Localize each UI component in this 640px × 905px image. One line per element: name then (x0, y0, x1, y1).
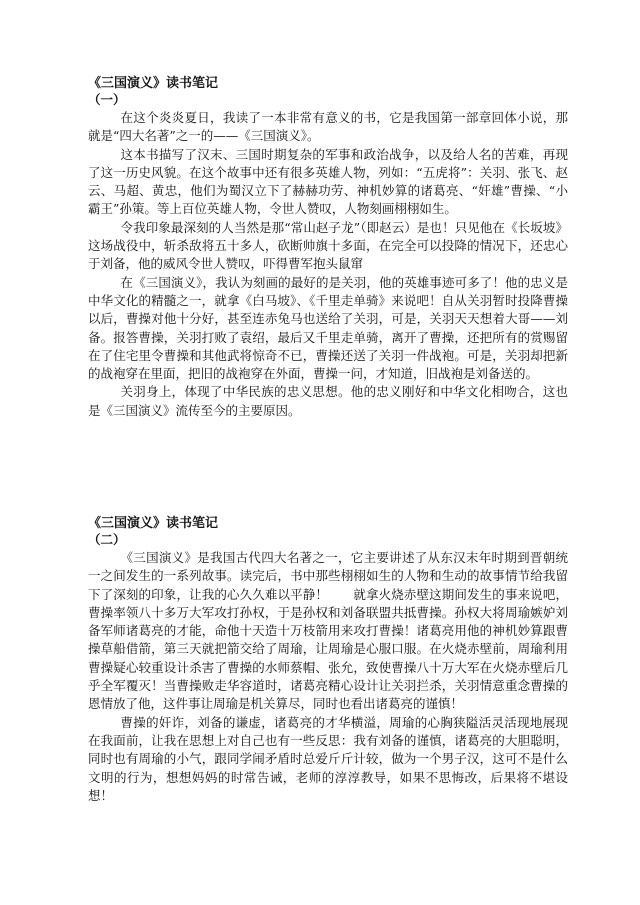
paragraph: 在《三国演义》，我认为刻画的最好的是关羽，他的英雄事迹可多了！他的忠义是中华文化的精髓之一，就拿《白马坡》、《千里走单骑》来说吧！自从关羽暂时投降曹操以后，曹操对他十分好，甚至连赤兔马也送给了关羽，可是，关羽天天想着大哥——刘备。报答曹操，关羽打败了袁绍，最后又千里走单骑，离开了曹操，还把所有的赏赐留在了住宅里令曹操和其他武将惊奇不已，曹操还送了关羽一件战袍。可是，关羽却把新的战袍穿在里面，把旧的战袍穿在外面，曹操一问，才知道，旧战袍是刘备送的。 (88, 274, 568, 382)
paragraph: 《三国演义》是我国古代四大名著之一，它主要讲述了从东汉末年时期到晋朝统一之间发生的一系列故事。读完后，书中那些栩栩如生的人物和生动的故事情节给我留下了深刻的印象，让我的心久久难以平静！ 就拿火烧赤壁这期间发生的事来说吧，曹操率领八十多万大军攻打孙权，于是孙权和刘备联盟共抵曹操。孙权大将周瑜嫉妒刘备军师诸葛亮的才能，命他十天造十万枝箭用来攻打曹操！诸葛亮用他的神机妙算跟曹操草船借箭，第三天就把箭交给了周瑜，让周瑜是心服口服。在火烧赤壁前，周瑜利用曹操疑心较重设计杀害了曹操的水师蔡帽、张允，致使曹操八十万大军在火烧赤壁后几乎全军覆灭！当曹操败走华容道时，诸葛亮精心设计让关羽拦杀，关羽情意重念曹操的恩情放了他，这件事让周瑜是机关算尽，同时也看出诸葛亮的谨慎！ (88, 550, 568, 712)
note-title: 《三国演义》读书笔记 (88, 76, 219, 91)
reading-note-1 (88, 76, 568, 420)
paragraph: 曹操的奸诈，刘备的谦虚，诸葛亮的才华横溢，周瑜的心胸狭隘活灵活现地展现在我面前，让我在思想上对自己也有一些反思：我有刘备的谨慎，诸葛亮的大胆聪明，同时也有周瑜的小气，跟同学闹矛盾时总爱斤斤计较，做为一个男子汉，这可不是什么文明的行为，想想妈妈的时常告诫，老师的淳淳教导，如果不思悔改，后果将不堪设想！ (88, 714, 568, 803)
paragraph: 在这个炎炎夏日，我读了一本非常有意义的书，它是我国第一部章回体小说，那就是“四大名著”之一的——《三国演义》。 (88, 110, 568, 144)
note-body (88, 109, 568, 420)
paragraph: 令我印象最深刻的人当然是那“常山赵子龙”（即赵云）是也！只见他在《长坂坡》这场战役中，斩杀敌将五十多人，砍断帅旗十多面，在完全可以投降的情况下，还忠心于刘备，他的威风令世人赞叹，吓得曹军抱头鼠窜 (88, 219, 568, 272)
note-subtitle: （一） (88, 92, 126, 107)
reading-note-2 (88, 516, 568, 805)
paragraph: 这本书描写了汉末、三国时期复杂的军事和政治战争，以及给人名的苦难，再现了这一历史风貌。在这个故事中还有很多英雄人物，列如：“五虎将”：关羽、张飞、赵云、马超、黄忠，他们为蜀汉立下了赫赫功劳、神机妙算的诸葛亮、“奸雄”曹操、“小霸王”孙策。等上百位英雄人物，令世人赞叹，人物刻画栩栩如生。 (88, 146, 568, 217)
note-body (88, 549, 568, 805)
note-subtitle: （二） (88, 532, 126, 547)
paragraph: 关羽身上，体现了中华民族的忠义思想。他的忠义刚好和中华文化相吻合，这也是《三国演义》流传至今的主要原因。 (88, 384, 568, 418)
note-title: 《三国演义》读书笔记 (88, 516, 219, 531)
